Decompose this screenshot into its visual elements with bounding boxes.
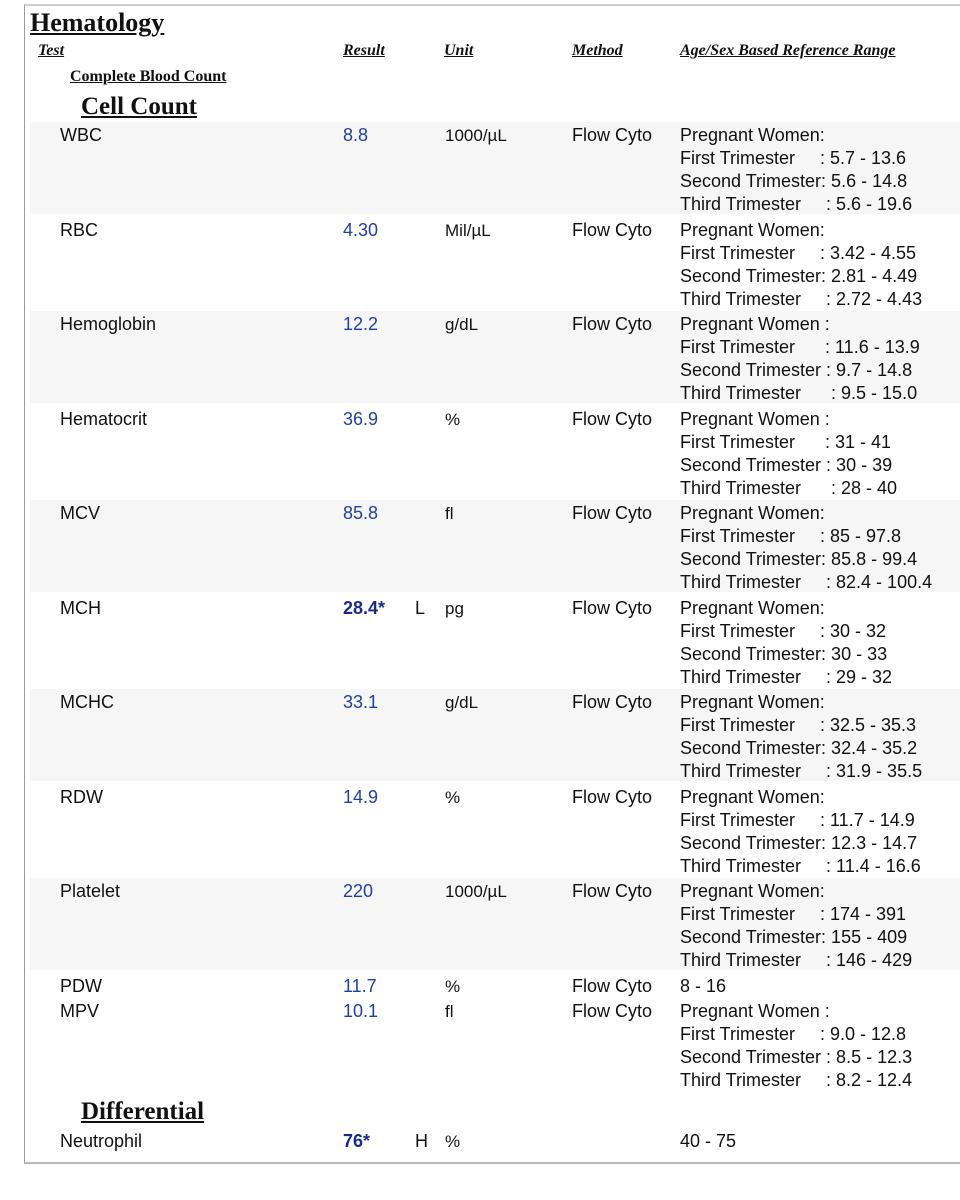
method: Flow Cyto: [572, 314, 653, 334]
header-test: Test: [38, 42, 65, 59]
reference-range-line: Third Trimester : 82.4 - 100.4: [680, 572, 933, 592]
reference-range: [680, 786, 921, 878]
abnormal-flag: H: [415, 1131, 428, 1151]
result-value: 76*: [343, 1131, 371, 1151]
reference-range-line: Pregnant Women :: [680, 1001, 830, 1021]
reference-range-line: First Trimester : 32.5 - 35.3: [680, 715, 917, 735]
test-name: Neutrophil: [60, 1131, 143, 1151]
test-name: WBC: [60, 125, 102, 145]
test-name: MPV: [60, 1001, 100, 1021]
reference-range-line: Pregnant Women:: [680, 220, 825, 240]
test-name: Platelet: [60, 881, 121, 901]
reference-range: [680, 408, 897, 500]
reference-range: [680, 880, 912, 972]
reference-range-line: Second Trimester: 32.4 - 35.2: [680, 738, 918, 758]
reference-range-line: Pregnant Women :: [680, 409, 830, 429]
table-row: [30, 122, 960, 214]
unit: %: [445, 788, 461, 807]
test-name: RDW: [60, 787, 103, 807]
table-row: [30, 878, 960, 970]
unit: 1000/µL: [445, 882, 507, 901]
reference-range-line: First Trimester : 9.0 - 12.8: [680, 1024, 907, 1044]
report-subtitle: Complete Blood Count: [70, 68, 227, 85]
reference-range-line: Third Trimester : 5.6 - 19.6: [680, 194, 913, 214]
method: Flow Cyto: [572, 692, 653, 712]
result-value: 8.8: [343, 125, 369, 145]
result-value: 33.1: [343, 692, 379, 712]
unit: %: [445, 410, 461, 429]
unit: 1000/µL: [445, 126, 507, 145]
reference-range-line: Third Trimester : 146 - 429: [680, 950, 913, 970]
method: Flow Cyto: [572, 787, 653, 807]
reference-range-line: Third Trimester : 8.2 - 12.4: [680, 1070, 913, 1090]
reference-range-line: Pregnant Women:: [680, 787, 825, 807]
reference-range-line: Pregnant Women:: [680, 503, 825, 523]
method: Flow Cyto: [572, 1001, 653, 1021]
reference-range: [680, 1000, 912, 1092]
reference-range: [680, 313, 920, 405]
result-value: 11.7: [343, 976, 377, 996]
method: Flow Cyto: [572, 125, 653, 145]
reference-range-line: 8 - 16: [680, 976, 727, 996]
reference-range-line: First Trimester : 3.42 - 4.55: [680, 243, 917, 263]
result-value: 36.9: [343, 409, 379, 429]
reference-range-line: Pregnant Women:: [680, 598, 825, 618]
reference-range-line: Second Trimester: 12.3 - 14.7: [680, 833, 918, 853]
unit: g/dL: [445, 693, 479, 712]
test-name: RBC: [60, 220, 99, 240]
reference-range-line: Pregnant Women:: [680, 125, 825, 145]
table-row: [30, 784, 960, 876]
method: Flow Cyto: [572, 881, 653, 901]
table-row: [30, 689, 960, 781]
header-result: Result: [343, 42, 385, 59]
reference-range: [680, 219, 922, 311]
method: Flow Cyto: [572, 503, 653, 523]
test-name: Hematocrit: [60, 409, 148, 429]
unit: %: [445, 1132, 461, 1151]
reference-range-line: First Trimester : 174 - 391: [680, 904, 907, 924]
reference-range-line: Pregnant Women:: [680, 692, 825, 712]
reference-range-line: Second Trimester : 8.5 - 12.3: [680, 1047, 913, 1067]
table-row: [30, 1128, 960, 1153]
report-title: Hematology: [30, 8, 165, 37]
reference-range-line: Second Trimester: 2.81 - 4.49: [680, 266, 918, 286]
abnormal-flag: L: [415, 598, 426, 618]
section-title: Cell Count: [81, 93, 197, 120]
unit: Mil/µL: [445, 221, 491, 240]
header-unit: Unit: [444, 42, 474, 59]
reference-range: [680, 975, 726, 998]
method: Flow Cyto: [572, 598, 653, 618]
table-row: [30, 500, 960, 592]
reference-range-line: Third Trimester : 2.72 - 4.43: [680, 289, 923, 309]
reference-range-line: Second Trimester: 155 - 409: [680, 927, 908, 947]
reference-range-line: Second Trimester : 9.7 - 14.8: [680, 360, 913, 380]
reference-range-line: Third Trimester : 31.9 - 35.5: [680, 761, 923, 781]
table-row: [30, 973, 960, 998]
reference-range-line: First Trimester : 11.7 - 14.9: [680, 810, 915, 830]
reference-range-line: First Trimester : 31 - 41: [680, 432, 892, 452]
result-value: 14.9: [343, 787, 379, 807]
test-name: MCH: [60, 598, 101, 618]
reference-range-line: Second Trimester: 30 - 33: [680, 644, 888, 664]
header-range: Age/Sex Based Reference Range: [680, 42, 896, 59]
test-name: Hemoglobin: [60, 314, 157, 334]
unit: fl: [445, 504, 454, 523]
reference-range-line: First Trimester : 11.6 - 13.9: [680, 337, 920, 357]
reference-range-line: Third Trimester : 28 - 40: [680, 478, 898, 498]
result-value: 220: [343, 881, 374, 901]
reference-range-line: Third Trimester : 29 - 32: [680, 667, 893, 687]
table-row: [30, 217, 960, 309]
reference-range: [680, 124, 912, 216]
result-value: 12.2: [343, 314, 379, 334]
test-name: PDW: [60, 976, 102, 996]
reference-range-line: First Trimester : 30 - 32: [680, 621, 887, 641]
method: Flow Cyto: [572, 976, 653, 996]
header-method: Method: [572, 42, 623, 59]
reference-range-line: Pregnant Women :: [680, 314, 830, 334]
method: Flow Cyto: [572, 220, 653, 240]
reference-range-line: Third Trimester : 11.4 - 16.6: [680, 856, 921, 876]
reference-range: [680, 597, 892, 689]
reference-range-line: Second Trimester : 30 - 39: [680, 455, 893, 475]
unit: %: [445, 977, 461, 996]
reference-range-line: Pregnant Women:: [680, 881, 825, 901]
result-value: 4.30: [343, 220, 379, 240]
test-name: MCV: [60, 503, 100, 523]
table-row: [30, 595, 960, 687]
table-row: [30, 311, 960, 403]
result-value: 85.8: [343, 503, 379, 523]
table-row: [30, 406, 960, 498]
reference-range-line: First Trimester : 5.7 - 13.6: [680, 148, 907, 168]
table-row: [30, 998, 960, 1090]
method: Flow Cyto: [572, 409, 653, 429]
reference-range-line: Third Trimester : 9.5 - 15.0: [680, 383, 918, 403]
unit: fl: [445, 1002, 454, 1021]
reference-range-line: 40 - 75: [680, 1131, 737, 1151]
reference-range-line: First Trimester : 85 - 97.8: [680, 526, 902, 546]
result-value: 10.1: [343, 1001, 379, 1021]
unit: g/dL: [445, 315, 479, 334]
reference-range: [680, 1130, 736, 1153]
result-value: 28.4*: [343, 598, 386, 618]
unit: pg: [445, 599, 464, 618]
reference-range: [680, 691, 922, 783]
section-title: Differential: [81, 1098, 205, 1125]
reference-range-line: Second Trimester: 5.6 - 14.8: [680, 171, 908, 191]
test-name: MCHC: [60, 692, 114, 712]
reference-range: [680, 502, 932, 594]
reference-range-line: Second Trimester: 85.8 - 99.4: [680, 549, 918, 569]
